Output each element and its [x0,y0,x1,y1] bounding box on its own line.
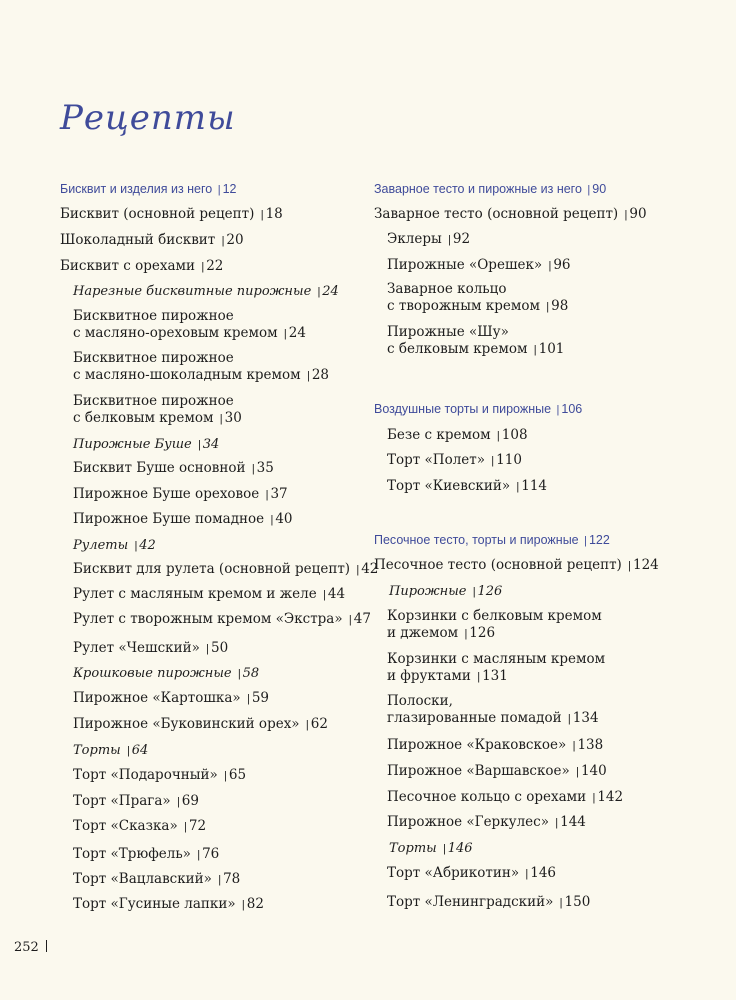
toc-right-entry [387,608,602,643]
entry-page-number: 72 [188,818,207,834]
entry-title-line: Торт «Ленинградский» | 150 [387,894,591,910]
toc-right-entry [387,452,522,470]
entry-title-line: Торт «Полет» | 110 [387,452,522,468]
toc-right-entry [387,789,623,807]
entry-title-line: Пирожное «Варшавское» | 140 [387,763,607,779]
separator: | [546,301,550,313]
separator: | [548,260,552,272]
separator: | [464,628,468,640]
toc-right-entry [387,231,470,249]
entry-page-number: 76 [202,846,220,862]
entry-title-line: Торты | 64 [73,743,149,758]
entry-title-line: Пирожное «Краковское» | 138 [387,737,604,753]
entry-page-number: 18 [265,206,283,222]
entry-title-line: Пирожные «Шу» [387,324,509,340]
entry-page-number: 12 [222,182,237,196]
entry-title-line: Бисквитное пирожное [73,393,234,409]
separator: | [491,455,495,467]
toc-right-entry [387,865,556,883]
entry-title-line: Шоколадный бисквит | 20 [60,232,244,248]
separator: | [221,235,225,247]
entry-title-line: с белковым кремом | 30 [73,410,242,426]
entry-title-line: Бисквит с орехами | 22 [60,258,224,274]
separator: | [206,643,209,655]
entry-title-line: с белковым кремом | 101 [387,341,565,357]
entry-page-number: 124 [632,557,659,573]
toc-right-entry [387,257,571,275]
toc-right-entry [387,324,564,359]
entry-page-number: 114 [521,478,548,494]
entry-page-number: 144 [560,814,586,830]
entry-page-number: 142 [597,789,624,805]
separator: | [126,745,130,757]
separator: | [305,719,309,731]
entry-page-number: 65 [228,767,247,783]
toc-right-entry [387,737,603,755]
separator: | [241,899,245,911]
entry-page-number: 108 [501,427,528,443]
toc-right-entry [387,427,528,445]
entry-page-number: 126 [469,625,496,641]
separator: | [184,821,187,833]
entry-page-number: 138 [577,737,604,753]
separator: | [317,286,321,298]
separator: | [348,614,352,626]
entry-title-line: с творожным кремом | 98 [387,298,569,314]
entry-page-number: 98 [551,298,569,314]
separator: | [270,514,274,526]
toc-right-entry [374,181,606,199]
page-title: Рецепты [60,98,236,138]
entry-page-number: 40 [275,511,293,527]
entry-title-line: Торт «Абрикотин» | 146 [387,865,557,881]
entry-title-line: Рулет с масляным кремом и желе | 44 [73,586,346,602]
separator: | [567,713,571,725]
entry-page-number: 146 [530,865,557,881]
separator: | [556,404,560,416]
separator: | [572,740,576,752]
separator: | [237,668,241,680]
toc-right-entry [387,693,599,728]
toc-right-entry [389,583,502,601]
entry-page-number: 146 [447,841,473,856]
entry-title-line: Рулеты | 42 [73,538,156,553]
separator: | [496,430,500,442]
separator: | [525,868,529,880]
separator: | [356,564,360,576]
entry-title-line: и фруктами | 131 [387,668,508,684]
page-folio [14,940,47,955]
entry-page-number: 101 [538,341,565,357]
toc-right-entry [389,840,473,858]
entry-title-line: Заварное кольцо [387,281,507,297]
entry-title-line: Бисквит для рулета (основной рецепт) | 42 [73,561,379,577]
entry-title-line: Бисквит (основной рецепт) | 18 [60,206,283,222]
entry-page-number: 69 [181,793,199,809]
entry-title-line: Пирожное «Геркулес» | 144 [387,814,586,830]
entry-title-line: Крошковые пирожные | 58 [73,666,260,681]
entry-page-number: 92 [452,231,471,247]
entry-page-number: 58 [242,666,260,681]
entry-title-line: Воздушные торты и пирожные | 106 [374,402,583,416]
entry-title-line: глазированные помадой | 134 [387,710,599,726]
entry-title-line: Торт «Гусиные лапки» | 82 [73,896,264,912]
entry-title-line: Корзинки с белковым кремом [387,608,602,624]
separator: | [306,370,310,382]
entry-page-number: 37 [270,486,288,502]
entry-page-number: 42 [361,561,379,577]
entry-title-line: Пирожное «Буковинский орех» | 62 [73,716,328,732]
entry-title-line: Торты | 146 [389,841,473,856]
entry-title-line: Торт «Сказка» | 72 [73,818,207,834]
entry-page-number: 64 [131,743,149,758]
page-number: 252 [14,940,39,955]
entry-title-line: Бисквит Буше основной | 35 [73,460,274,476]
entry-page-number: 126 [477,584,503,599]
entry-page-number: 59 [251,690,269,706]
separator: | [197,439,201,451]
toc-right-entry [387,651,605,686]
entry-title-line: Пирожные «Орешек» | 96 [387,257,571,273]
separator: | [624,209,628,221]
toc-right-entry [387,281,568,316]
entry-title-line: Пирожное «Картошка» | 59 [73,690,269,706]
separator: | [265,489,269,501]
separator: | [477,671,481,683]
entry-title-line: и джемом | 126 [387,625,496,641]
entry-title-line: Полоски, [387,693,453,709]
entry-title-line: Торт «Подарочный» | 65 [73,767,247,783]
entry-page-number: 78 [223,871,241,887]
entry-page-number: 134 [572,710,599,726]
entry-title-line: Корзинки с масляным кремом [387,651,606,667]
entry-page-number: 30 [224,410,242,426]
entry-page-number: 34 [202,437,220,452]
entry-title-line: Безе с кремом | 108 [387,427,528,443]
separator: | [197,849,201,861]
separator: | [323,589,326,601]
separator: | [584,535,587,547]
entry-title-line: с масляно-шоколадным кремом | 28 [73,367,329,383]
toc-right-entry [387,763,607,781]
separator: | [592,792,596,804]
toc-right-entry [374,206,647,224]
entry-title-line: Нарезные бисквитные пирожные | 24 [73,284,339,299]
separator: | [201,261,205,273]
entry-title-line: Торт «Прага» | 69 [73,793,199,809]
separator: | [224,770,227,782]
separator: | [251,463,255,475]
entry-title-line: Пирожное Буше помадное | 40 [73,511,293,527]
entry-page-number: 20 [226,232,244,248]
entry-title-line: Заварное тесто (основной рецепт) | 90 [374,206,647,222]
separator: | [176,796,180,808]
entry-page-number: 44 [327,586,346,602]
separator: | [576,766,579,778]
toc-right-entry [387,478,547,496]
entry-title-line: Рулет «Чешский» | 50 [73,640,229,656]
toc-right-entry [374,532,610,550]
entry-title-line: Заварное тесто и пирожные из него | 90 [374,182,607,196]
entry-title-line: Песочное тесто, торты и пирожные | 122 [374,533,610,547]
separator: | [472,586,476,598]
entry-page-number: 82 [246,896,264,912]
entry-page-number: 96 [553,257,571,273]
entry-title-line: Песочное тесто (основной рецепт) | 124 [374,557,659,573]
separator: | [448,234,451,246]
entry-page-number: 62 [310,716,328,732]
entry-title-line: Эклеры | 92 [387,231,471,247]
entry-page-number: 140 [580,763,607,779]
entry-page-number: 28 [311,367,329,383]
separator: | [218,874,222,886]
entry-page-number: 24 [288,325,306,341]
separator: | [516,481,520,493]
separator: | [533,344,537,356]
entry-title-line: Рулет с творожным кремом «Экстра» | 47 [73,611,371,627]
entry-page-number: 47 [353,611,371,627]
entry-page-number: 131 [482,668,508,684]
separator: | [555,817,559,829]
entry-title-line: Пирожные | 126 [389,584,503,599]
separator: | [587,184,591,196]
entry-title-line: Пирожные Буше | 34 [73,437,220,452]
entry-title-line: с масляно-ореховым кремом | 24 [73,325,306,341]
entry-title-line: Торт «Вацлавский» | 78 [73,871,241,887]
entry-title-line: Торт «Киевский» | 114 [387,478,548,494]
entry-page-number: 42 [139,538,156,553]
entry-title-line: Бисквитное пирожное [73,308,234,324]
entry-page-number: 35 [256,460,274,476]
toc-right-entry [387,894,590,912]
entry-page-number: 50 [211,640,229,656]
entry-title-line: Бисквит и изделия из него | 12 [60,182,237,196]
separator: | [559,897,563,909]
entry-page-number: 106 [561,402,583,416]
entry-title-line: Песочное кольцо с орехами | 142 [387,789,624,805]
entry-page-number: 122 [588,533,610,547]
entry-page-number: 22 [206,258,224,274]
separator: | [217,184,221,196]
entry-page-number: 110 [496,452,522,468]
entry-page-number: 150 [564,894,591,910]
separator: | [260,209,264,221]
entry-title-line: Бисквитное пирожное [73,350,234,366]
toc-right-entry [374,557,659,575]
separator: | [442,843,446,855]
separator: | [219,413,223,425]
entry-page-number: 90 [592,182,607,196]
separator: | [628,560,631,572]
separator: | [246,693,250,705]
entry-page-number: 90 [629,206,647,222]
entry-title-line: Торт «Трюфель» | 76 [73,846,220,862]
entry-page-number: 24 [322,284,339,299]
entry-title-line: Пирожное Буше ореховое | 37 [73,486,288,502]
separator: | [283,328,287,340]
toc-right-entry [387,814,586,832]
separator: | [134,540,138,552]
toc-right-entry [374,401,582,419]
